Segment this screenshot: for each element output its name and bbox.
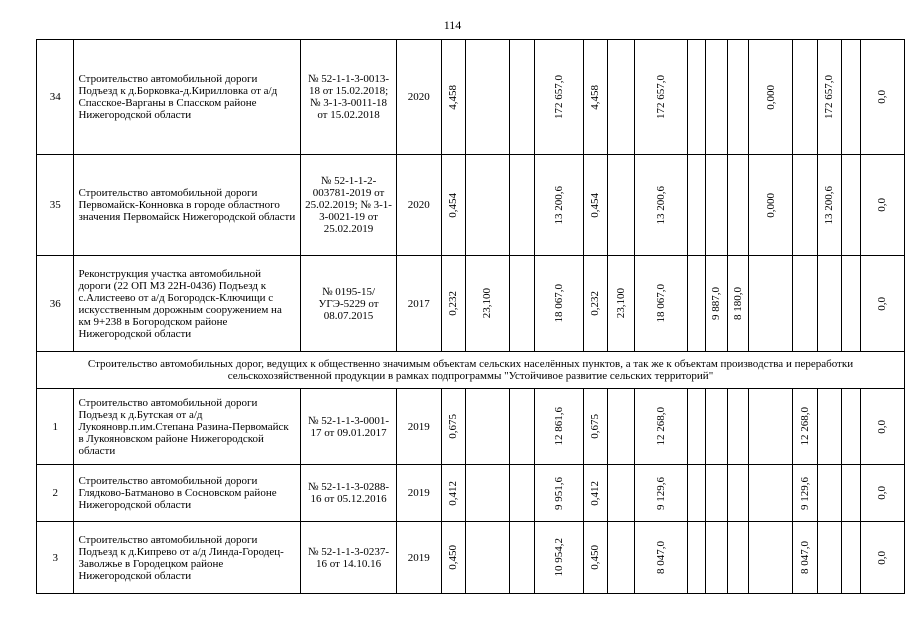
value-cell (749, 389, 793, 465)
table-row (37, 389, 905, 465)
value-cell (793, 155, 817, 256)
value-cell (441, 389, 465, 465)
value-cell (634, 40, 688, 155)
value-cell (688, 40, 706, 155)
value-cell (465, 155, 509, 256)
cell-value: 8 047,0 (798, 541, 811, 574)
row-number: 3 (37, 522, 74, 594)
value-cell (749, 256, 793, 352)
value-cell (793, 40, 817, 155)
value-cell (817, 256, 841, 352)
object-name: Строительство автомобильной дороги Подъезд к д.Кипрево от а/д Линда-Городец-Заволжье в Городецком районе Нижегородской области (74, 522, 301, 594)
value-cell (688, 389, 706, 465)
value-cell (688, 155, 706, 256)
value-cell (706, 389, 727, 465)
value-cell (793, 256, 817, 352)
value-cell (607, 389, 634, 465)
row-number: 36 (37, 256, 74, 352)
cell-value: 0,450 (447, 545, 460, 570)
completion-year: 2019 (396, 522, 441, 594)
value-cell (706, 465, 727, 522)
value-cell (465, 465, 509, 522)
value-cell (706, 40, 727, 155)
value-cell (534, 522, 584, 594)
cell-value: 12 268,0 (655, 407, 668, 446)
object-name: Строительство автомобильной дороги Первомайск-Конновка в городе областного значения Первомайск Нижегородской области (74, 155, 301, 256)
value-cell (841, 465, 860, 522)
value-cell (727, 389, 748, 465)
cell-value: 18 067,0 (552, 284, 565, 323)
value-cell (465, 256, 509, 352)
value-cell (584, 155, 607, 256)
value-cell (793, 522, 817, 594)
value-cell (688, 465, 706, 522)
value-cell (793, 389, 817, 465)
completion-year: 2020 (396, 155, 441, 256)
completion-year: 2017 (396, 256, 441, 352)
value-cell (534, 155, 584, 256)
value-cell (584, 256, 607, 352)
cell-value: 4,458 (447, 84, 460, 110)
objects-table (36, 39, 905, 594)
table-row (37, 522, 905, 594)
cell-value: 10 954,2 (552, 538, 565, 577)
value-cell (706, 522, 727, 594)
value-cell (860, 465, 904, 522)
completion-year: 2019 (396, 389, 441, 465)
cell-value: 0,675 (447, 414, 460, 439)
value-cell (727, 155, 748, 256)
value-cell (634, 155, 688, 256)
value-cell (634, 465, 688, 522)
cell-value: 18 067,0 (655, 284, 668, 323)
cell-value: 172 657,0 (655, 75, 668, 119)
value-cell (584, 522, 607, 594)
value-cell (534, 465, 584, 522)
value-cell (510, 522, 535, 594)
cell-value: 9 951,6 (552, 476, 565, 510)
value-cell (441, 522, 465, 594)
value-cell (860, 40, 904, 155)
value-cell (510, 465, 535, 522)
value-cell (441, 465, 465, 522)
value-cell (534, 389, 584, 465)
value-cell (860, 256, 904, 352)
cell-value: 0,450 (589, 545, 602, 570)
value-cell (706, 155, 727, 256)
expertise-document: № 52-1-1-3-0001-17 от 09.01.2017 (301, 389, 397, 465)
cell-value: 0,412 (589, 480, 602, 506)
value-cell (441, 256, 465, 352)
value-cell (793, 465, 817, 522)
object-name: Строительство автомобильной дороги Подъезд к д.Бутская от а/д Лукояновр.п.им.Степана Разина-Первомайск в Лукояновском районе Нижегородской области (74, 389, 301, 465)
value-cell (817, 155, 841, 256)
cell-value: 4,458 (589, 84, 602, 110)
cell-value: 0,0 (876, 90, 889, 104)
value-cell (727, 256, 748, 352)
value-cell (465, 522, 509, 594)
value-cell (534, 256, 584, 352)
section-row (37, 352, 905, 389)
expertise-document: № 52-1-1-3-0237-16 от 14.10.16 (301, 522, 397, 594)
object-name: Строительство автомобильной дороги Подъезд к д.Борковка-д.Кирилловка от а/д Спасское-Варганы в Спасском районе Нижегородской области (74, 40, 301, 155)
row-number: 1 (37, 389, 74, 465)
expertise-document: № 52-1-1-3-0013-18 от 15.02.2018; № 3-1-3-0011-18 от 15.02.2018 (301, 40, 397, 155)
value-cell (634, 522, 688, 594)
value-cell (688, 256, 706, 352)
value-cell (607, 522, 634, 594)
value-cell (465, 40, 509, 155)
object-name: Строительство автомобильной дороги Глядково-Батманово в Сосновском районе Нижегородской области (74, 465, 301, 522)
value-cell (841, 256, 860, 352)
cell-value: 0,232 (589, 291, 602, 316)
table-row (37, 155, 905, 256)
value-cell (584, 465, 607, 522)
value-cell (817, 465, 841, 522)
cell-value: 0,454 (589, 192, 602, 218)
value-cell (510, 40, 535, 155)
expertise-document: № 0195-15/УГЭ-5229 от 08.07.2015 (301, 256, 397, 352)
cell-value: 0,0 (876, 486, 889, 500)
value-cell (841, 389, 860, 465)
value-cell (465, 389, 509, 465)
value-cell (749, 40, 793, 155)
completion-year: 2020 (396, 40, 441, 155)
expertise-document: № 52-1-1-2-003781-2019 от 25.02.2019; № 3-1-3-0021-19 от 25.02.2019 (301, 155, 397, 256)
value-cell (817, 40, 841, 155)
value-cell (817, 389, 841, 465)
object-name: Реконструкция участка автомобильной дороги (22 ОП МЗ 22Н-0436) Подъезд к с.Алистеево от а/д Богородск-Ключищи с искусственным дорожным сооружением на км 9+238 в Богородском районе Нижегородской области (74, 256, 301, 352)
cell-value: 172 657,0 (823, 75, 836, 119)
value-cell (817, 522, 841, 594)
value-cell (860, 522, 904, 594)
value-cell (706, 256, 727, 352)
cell-value: 23,100 (614, 288, 627, 319)
row-number: 34 (37, 40, 74, 155)
expertise-document: № 52-1-1-3-0288-16 от 05.12.2016 (301, 465, 397, 522)
value-cell (607, 40, 634, 155)
cell-value: 12 861,6 (552, 407, 565, 446)
value-cell (841, 40, 860, 155)
cell-value: 0,000 (764, 192, 777, 218)
value-cell (727, 40, 748, 155)
page-number: 114 (443, 18, 462, 32)
cell-value: 13 200,6 (655, 185, 668, 225)
value-cell (860, 155, 904, 256)
value-cell (607, 465, 634, 522)
cell-value: 0,0 (876, 198, 889, 212)
cell-value: 0,0 (876, 296, 889, 311)
cell-value: 13 200,6 (552, 185, 565, 225)
cell-value: 23,100 (481, 288, 494, 319)
cell-value: 0,675 (589, 414, 602, 439)
value-cell (441, 40, 465, 155)
section-title: Строительство автомобильных дорог, ведущих к общественно значимым объектам сельских населённых пунктов, а так же к объектам производства и переработки сельскохозяйственной продукции в рамках подпрограммы "Устойчивое развитие сельских территорий" (37, 352, 905, 389)
value-cell (749, 155, 793, 256)
cell-value: 0,0 (876, 419, 889, 434)
cell-value: 0,0 (876, 550, 889, 565)
value-cell (584, 40, 607, 155)
value-cell (510, 389, 535, 465)
value-cell (727, 522, 748, 594)
value-cell (727, 465, 748, 522)
value-cell (634, 389, 688, 465)
cell-value: 172 657,0 (552, 75, 565, 119)
value-cell (607, 256, 634, 352)
cell-value: 0,412 (447, 480, 460, 506)
cell-value: 9 887,0 (710, 287, 723, 320)
cell-value: 0,454 (447, 192, 460, 218)
value-cell (584, 389, 607, 465)
row-number: 35 (37, 155, 74, 256)
value-cell (860, 389, 904, 465)
value-cell (534, 40, 584, 155)
value-cell (441, 155, 465, 256)
cell-value: 9 129,6 (655, 476, 668, 510)
value-cell (510, 256, 535, 352)
value-cell (749, 465, 793, 522)
completion-year: 2019 (396, 465, 441, 522)
value-cell (607, 155, 634, 256)
cell-value: 12 268,0 (798, 407, 811, 446)
value-cell (688, 522, 706, 594)
table-row (37, 465, 905, 522)
value-cell (634, 256, 688, 352)
row-number: 2 (37, 465, 74, 522)
value-cell (841, 522, 860, 594)
value-cell (749, 522, 793, 594)
cell-value: 8 180,0 (731, 287, 744, 320)
cell-value: 8 047,0 (655, 541, 668, 574)
cell-value: 13 200,6 (823, 185, 836, 225)
cell-value: 0,232 (447, 291, 460, 316)
cell-value: 0,000 (764, 84, 777, 110)
value-cell (841, 155, 860, 256)
table-row (37, 256, 905, 352)
value-cell (510, 155, 535, 256)
table-row (37, 40, 905, 155)
cell-value: 9 129,6 (798, 476, 811, 510)
